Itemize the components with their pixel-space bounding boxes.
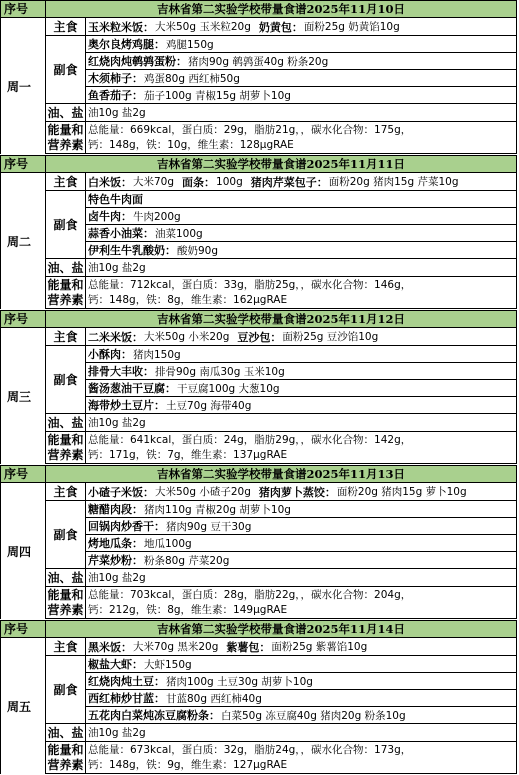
side-dish-row <box>86 191 516 208</box>
side-dish-detail: 鸡蛋80g 西红柿50g <box>144 72 240 85</box>
category-energy-nutrition <box>46 277 86 309</box>
oil-salt-value: 油10g 盐2g <box>86 414 516 432</box>
side-dish-row <box>86 242 516 259</box>
staple-item-name: 玉米粒米饭： <box>88 20 154 34</box>
staple-item-detail: 100g <box>216 175 243 188</box>
energy-label-line1: 能量和 <box>47 432 84 447</box>
weekday-cell: 周二 <box>1 173 46 309</box>
menu-title: 吉林省第二实验学校带量食谱2025年11月11日 <box>156 157 405 171</box>
side-dish-row <box>86 501 516 518</box>
side-dish-detail: 猪肉110g 青椒20g 胡萝卜10g <box>144 503 291 516</box>
category-energy-nutrition <box>46 742 86 774</box>
staple-row <box>86 638 516 656</box>
staple-item-detail: 面粉20g 猪肉15g 芹菜10g <box>328 176 459 188</box>
staple-item-name: 小碴子米饭： <box>88 485 154 499</box>
day-header <box>1 0 516 18</box>
seq-label: 序号 <box>1 466 46 482</box>
side-dish-name: 红烧肉炖鹌鹑蛋粉： <box>88 55 187 68</box>
side-dish-name: 五花肉白菜炖冻豆腐粉条： <box>88 709 220 722</box>
side-dish-name: 海带炒土豆片： <box>88 399 165 412</box>
oil-salt-value: 油10g 盐2g <box>86 724 516 742</box>
side-dish-row <box>86 346 516 363</box>
staple-item-name: 豆沙包： <box>237 330 282 344</box>
category-energy-label <box>47 278 83 308</box>
side-dish-detail: 猪肉90g 豆干30g <box>166 520 252 533</box>
menu-title: 吉林省第二实验学校带量食谱2025年11月10日 <box>156 2 405 16</box>
side-dish-row <box>86 36 516 53</box>
category-staple: 主食 <box>46 328 86 346</box>
nutrition-info <box>86 277 516 309</box>
staple-item-detail: 大米50g 玉米粒20g <box>155 21 251 33</box>
side-dish-row <box>86 363 516 380</box>
staple-item-name: 二米米饭： <box>88 330 143 344</box>
oil-salt-value: 油10g 盐2g <box>86 569 516 587</box>
side-dish-row <box>86 656 516 673</box>
staple-item-detail: 面粉20g 猪肉15g 萝卜10g <box>336 486 467 498</box>
category-energy-nutrition <box>46 122 86 154</box>
category-energy-label <box>47 743 83 773</box>
energy-label-line2: 营养素 <box>47 447 84 462</box>
staple-item-name: 猪肉萝卜蒸饺： <box>258 485 336 499</box>
side-dish-detail: 土豆70g 海带40g <box>166 399 252 412</box>
side-dish-row <box>86 380 516 397</box>
side-dish-name: 西红柿炒甘蓝： <box>88 692 165 705</box>
seq-label: 序号 <box>1 1 46 17</box>
nutrition-info <box>86 122 516 154</box>
category-side: 副食 <box>46 191 86 259</box>
day-block <box>0 310 517 464</box>
staple-item-name: 奶黄包： <box>258 20 303 34</box>
menu-title: 吉林省第二实验学校带量食谱2025年11月14日 <box>156 622 405 636</box>
day-block <box>0 465 517 619</box>
day-header <box>1 310 516 328</box>
side-dish-detail: 地瓜100g <box>144 537 192 550</box>
staple-item-name: 黑米饭： <box>88 640 132 654</box>
category-oil-salt: 油、盐 <box>46 569 86 587</box>
nutrition-line-2: 钙：148g，铁：8g，维生素：162μgRAE <box>88 293 288 306</box>
category-staple: 主食 <box>46 18 86 36</box>
side-dish-detail: 排骨90g 南瓜30g 玉米10g <box>155 365 285 378</box>
nutrition-line-1: 总能量：673kcal，蛋白质：32g，脂肪24g，，碳水化合物：173g， <box>88 743 412 756</box>
side-dish-row <box>86 53 516 70</box>
side-dish-detail: 猪肉150g <box>133 348 181 361</box>
staple-item-detail: 面粉25g 紫薯馅10g <box>271 641 368 653</box>
day-header <box>1 620 516 638</box>
side-dish-name: 伊利生牛乳酸奶： <box>88 244 176 257</box>
side-dish-detail: 大虾150g <box>144 658 192 671</box>
side-dish-row <box>86 70 516 87</box>
side-dish-row <box>86 208 516 225</box>
staple-row <box>86 483 516 501</box>
nutrition-info <box>86 432 516 464</box>
category-side: 副食 <box>46 36 86 104</box>
side-dish-name: 木须柿子： <box>88 72 143 85</box>
side-dish-name: 卤牛肉： <box>88 210 132 223</box>
side-dish-detail: 油菜100g <box>155 227 203 240</box>
staple-item-name: 紫薯包： <box>226 640 271 654</box>
side-dish-detail: 猪肉90g 鹌鹑蛋40g 粉条20g <box>188 55 329 68</box>
category-oil-salt: 油、盐 <box>46 724 86 742</box>
category-staple: 主食 <box>46 638 86 656</box>
category-side: 副食 <box>46 656 86 724</box>
side-dish-name: 排骨大丰收： <box>88 365 154 378</box>
staple-row <box>86 18 516 36</box>
side-dish-name: 蒜香小油菜： <box>88 227 154 240</box>
side-dish-name: 酱汤葱油干豆腐： <box>88 382 176 395</box>
side-dish-row <box>86 518 516 535</box>
side-dish-detail: 茄子100g 青椒15g 胡萝卜10g <box>144 89 291 102</box>
side-dish-name: 糖醋肉段： <box>88 503 143 516</box>
weekday-cell: 周一 <box>1 18 46 154</box>
side-dish-row <box>86 552 516 569</box>
energy-label-line2: 营养素 <box>47 137 84 152</box>
category-oil-salt: 油、盐 <box>46 104 86 122</box>
nutrition-line-1: 总能量：641kcal，蛋白质：24g，脂肪29g，，碳水化合物：142g， <box>88 433 412 446</box>
nutrition-line-2: 钙：148g，铁：10g，维生素：128μgRAE <box>88 138 294 151</box>
day-block <box>0 0 517 154</box>
side-dish-name: 特色牛肉面 <box>88 193 143 206</box>
weekday-cell: 周五 <box>1 638 46 774</box>
side-dish-row <box>86 707 516 724</box>
side-dish-detail: 酸奶90g <box>177 244 219 257</box>
category-oil-salt: 油、盐 <box>46 259 86 277</box>
side-dish-detail: 牛肉200g <box>133 210 181 223</box>
energy-label-line1: 能量和 <box>47 277 84 292</box>
side-dish-row <box>86 225 516 242</box>
staple-item-name: 白米饭： <box>88 175 132 189</box>
side-dish-name: 烤地瓜条： <box>88 537 143 550</box>
staple-item-detail: 面粉25g 奶黄馅10g <box>303 21 400 33</box>
category-staple: 主食 <box>46 483 86 501</box>
energy-label-line2: 营养素 <box>47 602 84 617</box>
side-dish-name: 芹菜炒粉： <box>88 554 143 567</box>
category-energy-label <box>47 123 83 153</box>
side-dish-name: 小酥肉： <box>88 348 132 361</box>
energy-label-line1: 能量和 <box>47 122 84 137</box>
staple-item-detail: 大米70g 黑米20g <box>133 641 219 653</box>
category-energy-nutrition <box>46 432 86 464</box>
staple-row <box>86 328 516 346</box>
seq-label: 序号 <box>1 156 46 172</box>
oil-salt-value: 油10g 盐2g <box>86 259 516 277</box>
side-dish-detail: 干豆腐100g 大葱10g <box>177 382 280 395</box>
category-oil-salt: 油、盐 <box>46 414 86 432</box>
side-dish-name: 鱼香茄子： <box>88 89 143 102</box>
side-dish-detail: 猪肉100g 土豆30g 胡萝卜10g <box>166 675 313 688</box>
category-energy-label <box>47 588 83 618</box>
side-dish-row <box>86 87 516 104</box>
nutrition-line-1: 总能量：669kcal，蛋白质：29g，脂肪21g，，碳水化合物：175g， <box>88 123 412 136</box>
category-side: 副食 <box>46 501 86 569</box>
side-dish-row <box>86 397 516 414</box>
category-energy-label <box>47 433 83 463</box>
weekday-cell: 周三 <box>1 328 46 464</box>
staple-item-detail: 大米50g 小碴子20g <box>155 486 251 498</box>
side-dish-name: 椒盐大虾： <box>88 658 143 671</box>
category-side: 副食 <box>46 346 86 414</box>
side-dish-detail: 鸡腿150g <box>166 38 214 51</box>
side-dish-row <box>86 673 516 690</box>
nutrition-info <box>86 742 516 774</box>
menu-title: 吉林省第二实验学校带量食谱2025年11月13日 <box>156 467 405 481</box>
nutrition-line-1: 总能量：712kcal，蛋白质：33g，脂肪25g，，碳水化合物：146g， <box>88 278 412 291</box>
side-dish-row <box>86 535 516 552</box>
category-staple: 主食 <box>46 173 86 191</box>
energy-label-line2: 营养素 <box>47 292 84 307</box>
staple-item-name: 猪肉芹菜包子： <box>250 175 328 189</box>
nutrition-line-2: 钙：148g，铁：9g，维生素：127μgRAE <box>88 758 288 771</box>
staple-row <box>86 173 516 191</box>
side-dish-row <box>86 690 516 707</box>
staple-item-detail: 面粉25g 豆沙馅10g <box>282 331 379 343</box>
nutrition-line-1: 总能量：703kcal，蛋白质：28g，脂肪22g，，碳水化合物：204g， <box>88 588 412 601</box>
side-dish-name: 红烧肉炖土豆： <box>88 675 165 688</box>
day-block <box>0 620 517 774</box>
seq-label: 序号 <box>1 621 46 637</box>
day-block <box>0 155 517 309</box>
energy-label-line1: 能量和 <box>47 742 84 757</box>
menu-title: 吉林省第二实验学校带量食谱2025年11月12日 <box>156 312 405 326</box>
category-energy-nutrition <box>46 587 86 619</box>
side-dish-name: 奥尔良烤鸡腿： <box>88 38 165 51</box>
nutrition-line-2: 钙：212g，铁：8g，维生素：149μgRAE <box>88 603 288 616</box>
nutrition-line-2: 钙：171g，铁：7g，维生素：137μgRAE <box>88 448 288 461</box>
weekday-cell: 周四 <box>1 483 46 619</box>
staple-item-detail: 大米70g <box>133 176 175 188</box>
day-header <box>1 155 516 173</box>
staple-item-name: 面条： <box>182 175 216 189</box>
energy-label-line2: 营养素 <box>47 757 84 772</box>
energy-label-line1: 能量和 <box>47 587 84 602</box>
side-dish-detail: 甘蓝80g 西红柿40g <box>166 692 262 705</box>
nutrition-info <box>86 587 516 619</box>
oil-salt-value: 油10g 盐2g <box>86 104 516 122</box>
seq-label: 序号 <box>1 311 46 327</box>
staple-item-detail: 大米50g 小米20g <box>144 331 230 343</box>
side-dish-name: 回锅肉炒香干： <box>88 520 165 533</box>
side-dish-detail: 粉条80g 芹菜20g <box>144 554 230 567</box>
day-header <box>1 465 516 483</box>
side-dish-detail: 白菜50g 冻豆腐40g 猪肉20g 粉条10g <box>221 709 406 722</box>
